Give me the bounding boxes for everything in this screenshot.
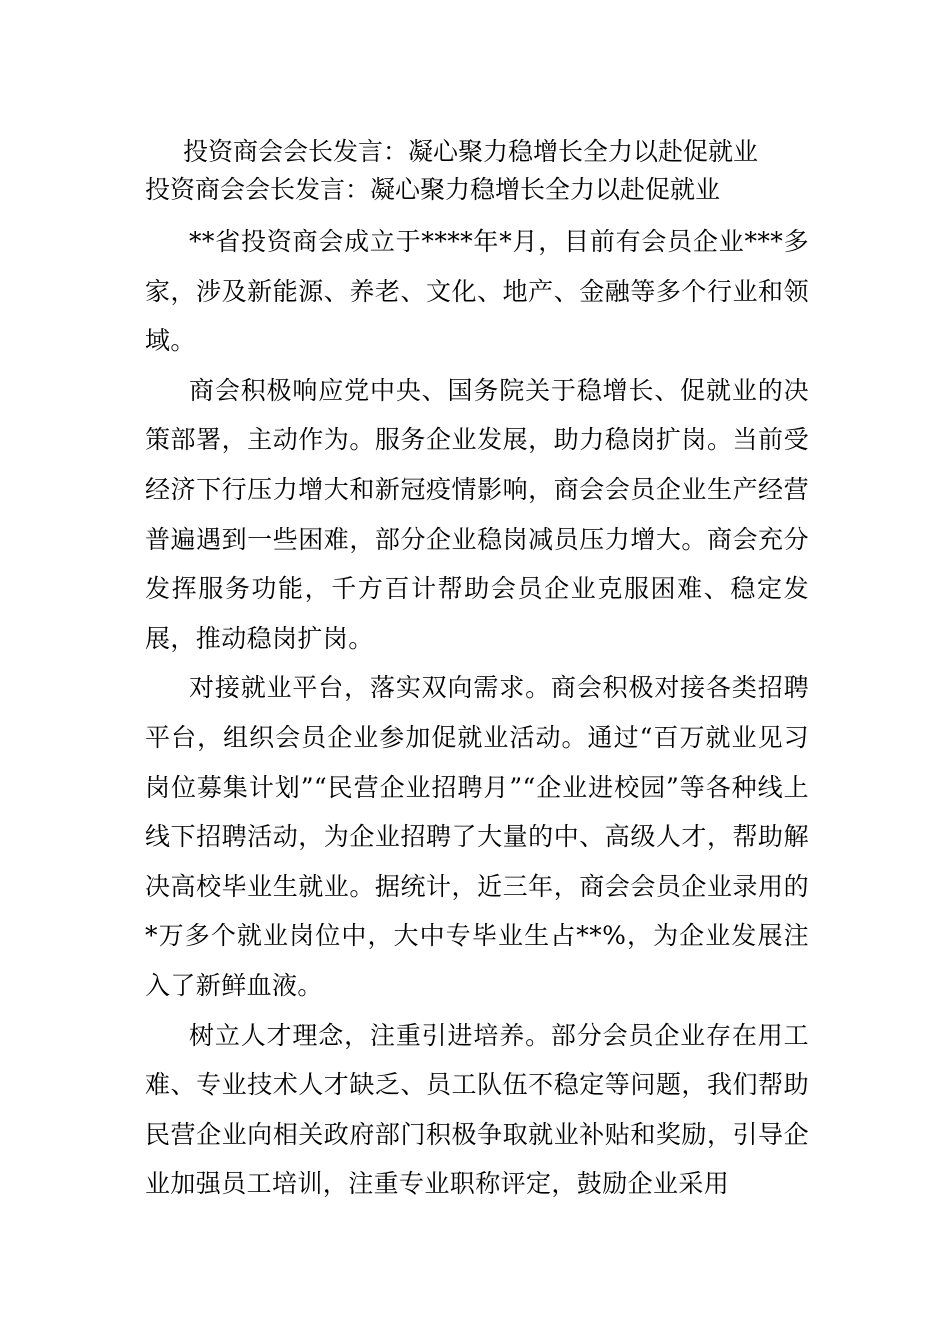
paragraph-intro: **省投资商会成立于****年*月，目前有会员企业***多家，涉及新能源、养老、文化、地产、金融等多个行业和领域。: [145, 227, 809, 356]
paragraph-talent: 树立人才理念，注重引进培养。部分会员企业存在用工难、专业技术人才缺乏、员工队伍不稳定等问题，我们帮助民营企业向相关政府部门积极争取就业补贴和奖励，引导企业加强员工培训，注重专业职称评定，鼓励企业采用: [145, 1020, 809, 1199]
document-body: [145, 133, 809, 1209]
paragraph-response: 商会积极响应党中央、国务院关于稳增长、促就业的决策部署，主动作为。服务企业发展，助力稳岗扩岗。当前受经济下行压力增大和新冠疫情影响，商会会员企业生产经营普遍遇到一些困难，部分企业稳岗减员压力增大。商会充分发挥服务功能，千方百计帮助会员企业克服困难、稳定发展，推动稳岗扩岗。: [145, 375, 809, 653]
paragraph-employment-platform: 对接就业平台，落实双向需求。商会积极对接各类招聘平台，组织会员企业参加促就业活动。通过“百万就业见习岗位募集计划”“民营企业招聘月”“企业进校园”等各种线上线下招聘活动，为企业招聘了大量的中、高级人才，帮助解决高校毕业生就业。据统计，近三年，商会会员企业录用的*万多个就业岗位中，大中专毕业生占**%，为企业发展注入了新鲜血液。: [145, 673, 809, 1000]
document-subtitle: 投资商会会长发言：凝心聚力稳增长全力以赴促就业: [145, 175, 721, 204]
document-title: 投资商会会长发言：凝心聚力稳增长全力以赴促就业: [183, 137, 759, 166]
